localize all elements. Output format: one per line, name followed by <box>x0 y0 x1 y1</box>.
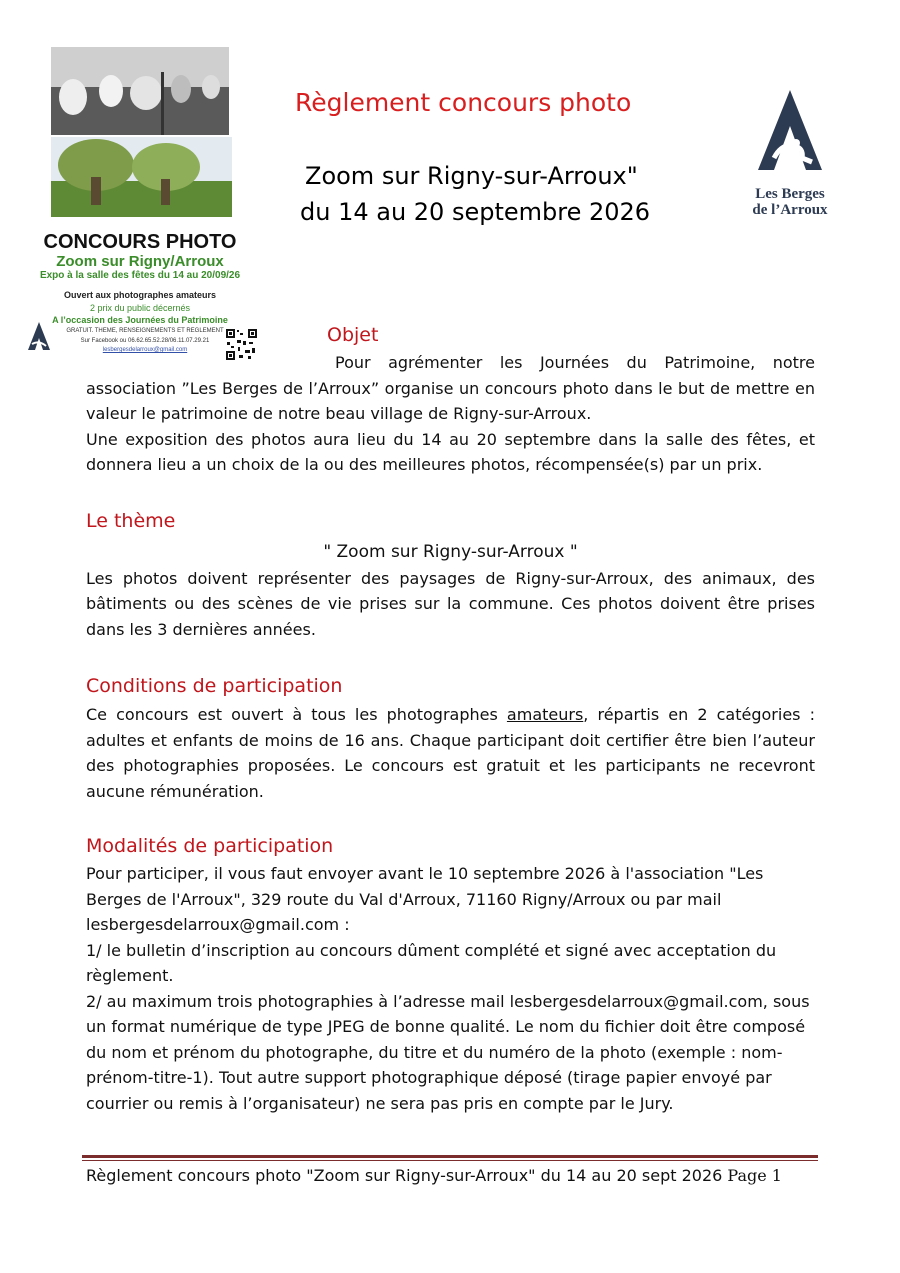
section-heading-modalites: Modalités de participation <box>86 835 334 857</box>
footer-rule <box>82 1155 818 1158</box>
objet-paragraph2: Une exposition des photos aura lieu du 14 au 20 septembre dans la salle des fêtes, et donnera lieu a un choix de la ou des meilleures photos, récompensée(s) par un prix. <box>86 429 815 474</box>
subtitle-line2: du 14 au 20 septembre 2026 <box>300 198 651 226</box>
poster-info2: Sur Facebook ou 06.62.65.52.28/06.11.07.29.21 <box>80 338 210 344</box>
poster-expo: Expo à la salle des fêtes du 14 au 20/09/26 <box>39 270 241 281</box>
logo-line1: Les Berges <box>755 186 825 202</box>
poster-prizes: 2 prix du public décernés <box>89 303 191 313</box>
section-heading-objet: Objet <box>327 324 379 346</box>
theme-text: Les photos doivent représenter des paysages de Rigny-sur-Arroux, des animaux, des bâtiments ou des scènes de vie prises sur la commune. Ces photos doivent être prises dans les 3 dernières années. <box>86 568 815 639</box>
footer <box>86 1166 782 1185</box>
poster-subtitle: Zoom sur Rigny/Arroux <box>56 253 224 270</box>
poster-info1: GRATUIT. THEME, RENSEIGNEMENTS ET REGLEMENT <box>66 328 224 334</box>
objet-first-line: Pour agrémenter les Journées du Patrimoine, notre <box>335 353 815 372</box>
cows-photo <box>51 47 229 135</box>
modalites-p1: Pour participer, il vous faut envoyer avant le 10 septembre 2026 à l'association "Les Berges de l'Arroux", 329 route du Val d'Arroux, 71160 Rigny/Arroux ou par mail lesbergesdelarroux@gmail.com : <box>86 864 764 934</box>
logo-text <box>740 186 840 218</box>
page-subtitle <box>300 158 680 230</box>
section-heading-conditions: Conditions de participation <box>86 675 343 697</box>
conditions-underlined: amateurs <box>506 705 584 724</box>
conditions-text-start: Ce concours est ouvert à tous les photographes <box>86 705 507 724</box>
footer-rule-thin <box>82 1160 818 1161</box>
page-number: Page 1 <box>727 1166 782 1185</box>
conditions-text <box>86 702 815 804</box>
willow-trees-photo <box>51 137 232 217</box>
page-title: Règlement concours photo <box>295 88 632 117</box>
logo-line2: de l’Arroux <box>752 202 828 218</box>
footer-text: Règlement concours photo "Zoom sur Rigny-sur-Arroux" du 14 au 20 sept 2026 <box>86 1166 723 1185</box>
section-theme <box>86 540 815 642</box>
poster-occasion: A l’occasion des Journées du Patrimoine <box>52 315 228 325</box>
poster-email: lesbergesdelarroux@gmail.com <box>102 347 188 353</box>
poster-title: CONCOURS PHOTO <box>43 231 237 253</box>
objet-paragraph1: association ”Les Berges de l’Arroux” organise un concours photo dans le but de mettre en valeur le patrimoine de notre beau village de Rigny-sur-Arroux. <box>86 378 815 423</box>
les-berges-logo <box>740 88 840 228</box>
section-objet <box>86 350 815 478</box>
modalites-p3: 2/ au maximum trois photographies à l’adresse mail lesbergesdelarroux@gmail.com, sous un format numérique de type JPEG de bonne qualité. Le nom du fichier doit être composé du nom et prénom du photographe, du titre et du numéro de la photo (exemple : nom-prénom-titre-1). Tout autre support photographique déposé (tirage papier envoyé par courrier ou remis à l’organisateur) ne sera pas pris en compte par le Jury. <box>86 991 810 1113</box>
theme-quote: " Zoom sur Rigny-sur-Arroux " <box>323 542 578 562</box>
concours-poster <box>20 45 270 365</box>
conditions-text-end: , répartis en 2 catégories : adultes et enfants de moins de 16 ans. Chaque participant doit certifier être bien l’auteur des photographies proposées. Le concours est gratuit et les participants ne recevront aucune rémunération. <box>86 705 816 801</box>
subtitle-line1: Zoom sur Rigny-sur-Arroux" <box>305 162 638 190</box>
section-modalites <box>86 861 815 1116</box>
section-heading-theme: Le thème <box>86 510 176 532</box>
section-conditions <box>86 702 815 804</box>
modalites-p2: 1/ le bulletin d’inscription au concours dûment complété et signé avec acceptation du règlement. <box>86 940 777 985</box>
poster-open: Ouvert aux photographes amateurs <box>63 290 217 300</box>
logo-icon <box>740 88 840 183</box>
poster-logo-icon <box>24 320 54 360</box>
